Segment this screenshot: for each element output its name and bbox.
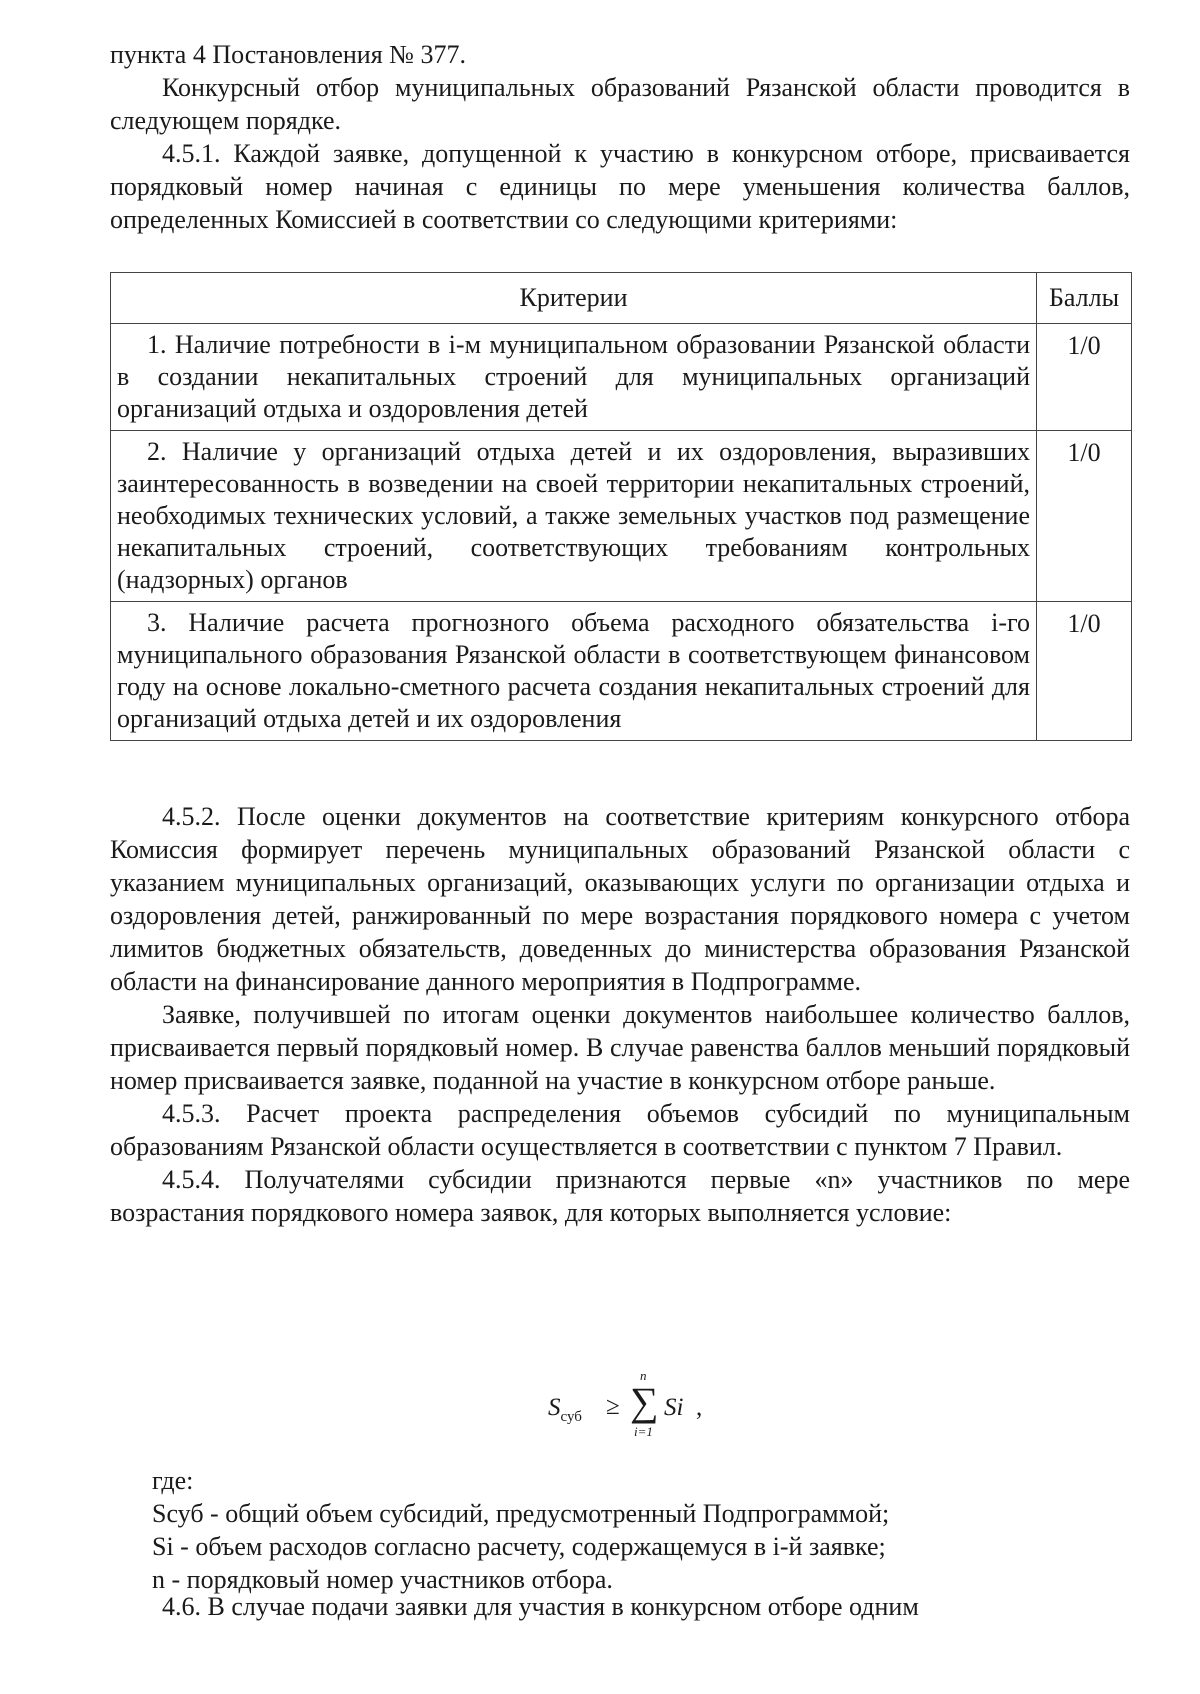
- formula-definitions: [110, 1464, 1130, 1596]
- table-row: [111, 602, 1132, 741]
- formula-term: Si: [664, 1394, 684, 1421]
- definitions-intro: где:: [152, 1466, 194, 1495]
- definition-si: Si - объем расходов согласно расчету, содержащемуся в i-й заявке;: [152, 1532, 886, 1561]
- definition-scub: Sсуб - общий объем субсидий, предусмотренный Подпрограммой;: [152, 1499, 890, 1528]
- criteria-table-header: [111, 273, 1132, 324]
- score-cell: 1/0: [1037, 324, 1132, 431]
- score-column-header: Баллы: [1037, 273, 1132, 324]
- formula-lhs-subscript: суб: [560, 1409, 582, 1425]
- ranking-rule-paragraph: Заявке, получившей по итогам оценки документов наибольшее количество баллов, присваивается первый порядковый номер. В случае равенства баллов меньший порядковый номер присваивается заявке, поданной на участие в конкурсном отборе раньше.: [110, 1000, 1130, 1095]
- formula-lhs: $S_{суб}$: [548, 1394, 582, 1425]
- sum-lower-limit: i=1: [634, 1424, 653, 1439]
- formula-comma: ,: [696, 1394, 703, 1421]
- sum-upper-limit: n: [640, 1368, 647, 1383]
- clause-4-5-2-paragraph: 4.5.2. После оценки документов на соответствие критериям конкурсного отбора Комиссия формирует перечень муниципальных образований Рязанской области с указанием муниципальных организаций, оказывающих услуги по организации отдыха и оздоровления детей, ранжированный по мере возрастания порядкового номера с учетом лимитов бюджетных обязательств, доведенных до министерства образования Рязанской области на финансирование данного мероприятия в Подпрограмме.: [110, 802, 1130, 996]
- clause-4-5-3-paragraph: 4.5.3. Расчет проекта распределения объемов субсидий по муниципальным образованиям Рязанской области осуществляется в соответствии с пунктом 7 Правил.: [110, 1099, 1130, 1161]
- score-cell: 1/0: [1037, 431, 1132, 602]
- intro-line: пункта 4 Постановления № 377.: [110, 40, 466, 69]
- sum-symbol: ∑: [630, 1379, 659, 1424]
- formula-relation: ≥: [606, 1393, 620, 1420]
- criterion-cell: 3. Наличие расчета прогнозного объема расходного обязательства i-го муниципального образования Рязанской области в соответствующем финансовом году на основе локально-сметного расчета создания некапитальных строений для организаций отдыха детей и их оздоровления: [111, 602, 1037, 741]
- table-row: [111, 431, 1132, 602]
- clause-4-6-paragraph: 4.6. В случае подачи заявки для участия в конкурсном отборе одним: [162, 1592, 919, 1621]
- definition-n: n - порядковый номер участников отбора.: [152, 1565, 613, 1594]
- closing-text-block: [110, 1590, 1130, 1623]
- score-cell: 1/0: [1037, 602, 1132, 741]
- intro-text-block: [110, 38, 1130, 236]
- clause-4-5-1-paragraph: 4.5.1. Каждой заявке, допущенной к участию в конкурсном отборе, присваивается порядковый номер начиная с единицы по мере уменьшения количества баллов, определенных Комиссией в соответствии со следующими критериями:: [110, 139, 1130, 234]
- criteria-column-header: Критерии: [111, 273, 1037, 324]
- procedure-text-block: [110, 800, 1130, 1229]
- criterion-cell: 2. Наличие у организаций отдыха детей и их оздоровления, выразивших заинтересованность в возведении на своей территории некапитальных строений, необходимых технических условий, а также земельных участков под размещение некапитальных строений, соответствующих требованиям контрольных (надзорных) органов: [111, 431, 1037, 602]
- table-row: [111, 324, 1132, 431]
- clause-4-5-4-paragraph: 4.5.4. Получателями субсидии признаются первые «n» участников по мере возрастания порядкового номера заявок, для которых выполняется условие:: [110, 1165, 1130, 1227]
- criterion-cell: 1. Наличие потребности в i-м муниципальном образовании Рязанской области в создании некапитальных строений для муниципальных организаций организаций отдыха и оздоровления детей: [111, 324, 1037, 431]
- selection-order-paragraph: Конкурсный отбор муниципальных образований Рязанской области проводится в следующем порядке.: [110, 73, 1130, 135]
- criteria-table: [110, 272, 1132, 741]
